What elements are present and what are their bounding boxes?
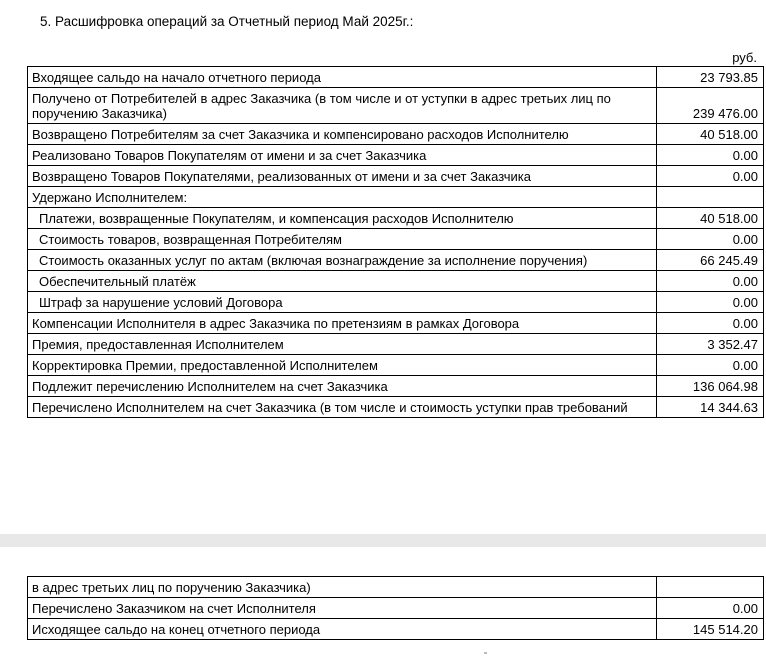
table-row <box>28 208 764 229</box>
table-row <box>28 397 764 418</box>
table-row <box>28 313 764 334</box>
row-label: Перечислено Заказчиком на счет Исполнителя <box>28 598 657 619</box>
row-value: 3 352.47 <box>657 334 764 355</box>
table-row <box>28 187 764 208</box>
scan-mark <box>484 652 487 654</box>
row-value: 40 518.00 <box>657 124 764 145</box>
row-label: Штраф за нарушение условий Договора <box>28 292 657 313</box>
row-value: 0.00 <box>657 355 764 376</box>
table-row <box>28 355 764 376</box>
currency-label: руб. <box>732 50 757 65</box>
row-value <box>657 187 764 208</box>
row-value: 0.00 <box>657 598 764 619</box>
row-label: Премия, предоставленная Исполнителем <box>28 334 657 355</box>
row-label: Подлежит перечислению Исполнителем на счет Заказчика <box>28 376 657 397</box>
row-value: 40 518.00 <box>657 208 764 229</box>
row-label: Стоимость оказанных услуг по актам (включая вознаграждение за исполнение поручения) <box>28 250 657 271</box>
row-value: 239 476.00 <box>657 88 764 124</box>
row-value: 0.00 <box>657 166 764 187</box>
row-label: Возвращено Товаров Покупателями, реализованных от имени и за счет Заказчика <box>28 166 657 187</box>
table-row <box>28 166 764 187</box>
row-value: 0.00 <box>657 313 764 334</box>
row-label: Входящее сальдо на начало отчетного периода <box>28 67 657 88</box>
row-label: Получено от Потребителей в адрес Заказчика (в том числе и от уступки в адрес третьих лиц по поручению Заказчика) <box>28 88 657 124</box>
row-value: 0.00 <box>657 229 764 250</box>
row-value: 145 514.20 <box>657 619 764 640</box>
section-title: 5. Расшифровка операций за Отчетный период Май 2025г.: <box>40 14 414 29</box>
row-label: Корректировка Премии, предоставленной Исполнителем <box>28 355 657 376</box>
row-label: Обеспечительный платёж <box>28 271 657 292</box>
table-row <box>28 88 764 124</box>
row-value: 0.00 <box>657 271 764 292</box>
table-row <box>28 577 764 598</box>
table-row <box>28 250 764 271</box>
operations-table-continued <box>27 576 764 640</box>
row-value: 14 344.63 <box>657 397 764 418</box>
table-row <box>28 376 764 397</box>
row-label: Перечислено Исполнителем на счет Заказчика (в том числе и стоимость уступки прав требований <box>28 397 657 418</box>
row-label: Возвращено Потребителям за счет Заказчика и компенсировано расходов Исполнителю <box>28 124 657 145</box>
row-label: Компенсации Исполнителя в адрес Заказчика по претензиям в рамках Договора <box>28 313 657 334</box>
row-value <box>657 577 764 598</box>
row-value: 66 245.49 <box>657 250 764 271</box>
table-row <box>28 334 764 355</box>
table-row <box>28 124 764 145</box>
row-label: Удержано Исполнителем: <box>28 187 657 208</box>
page-break <box>0 534 766 547</box>
row-value: 136 064.98 <box>657 376 764 397</box>
table-row <box>28 67 764 88</box>
table-row <box>28 598 764 619</box>
table-row <box>28 619 764 640</box>
table-row <box>28 229 764 250</box>
table-row <box>28 145 764 166</box>
operations-table <box>27 66 764 418</box>
row-label: Платежи, возвращенные Покупателям, и компенсация расходов Исполнителю <box>28 208 657 229</box>
row-label: Стоимость товаров, возвращенная Потребителям <box>28 229 657 250</box>
row-value: 0.00 <box>657 292 764 313</box>
table-row <box>28 271 764 292</box>
row-label: в адрес третьих лиц по поручению Заказчика) <box>28 577 657 598</box>
row-label: Исходящее сальдо на конец отчетного периода <box>28 619 657 640</box>
row-label: Реализовано Товаров Покупателям от имени и за счет Заказчика <box>28 145 657 166</box>
row-value: 23 793.85 <box>657 67 764 88</box>
row-value: 0.00 <box>657 145 764 166</box>
table-row <box>28 292 764 313</box>
